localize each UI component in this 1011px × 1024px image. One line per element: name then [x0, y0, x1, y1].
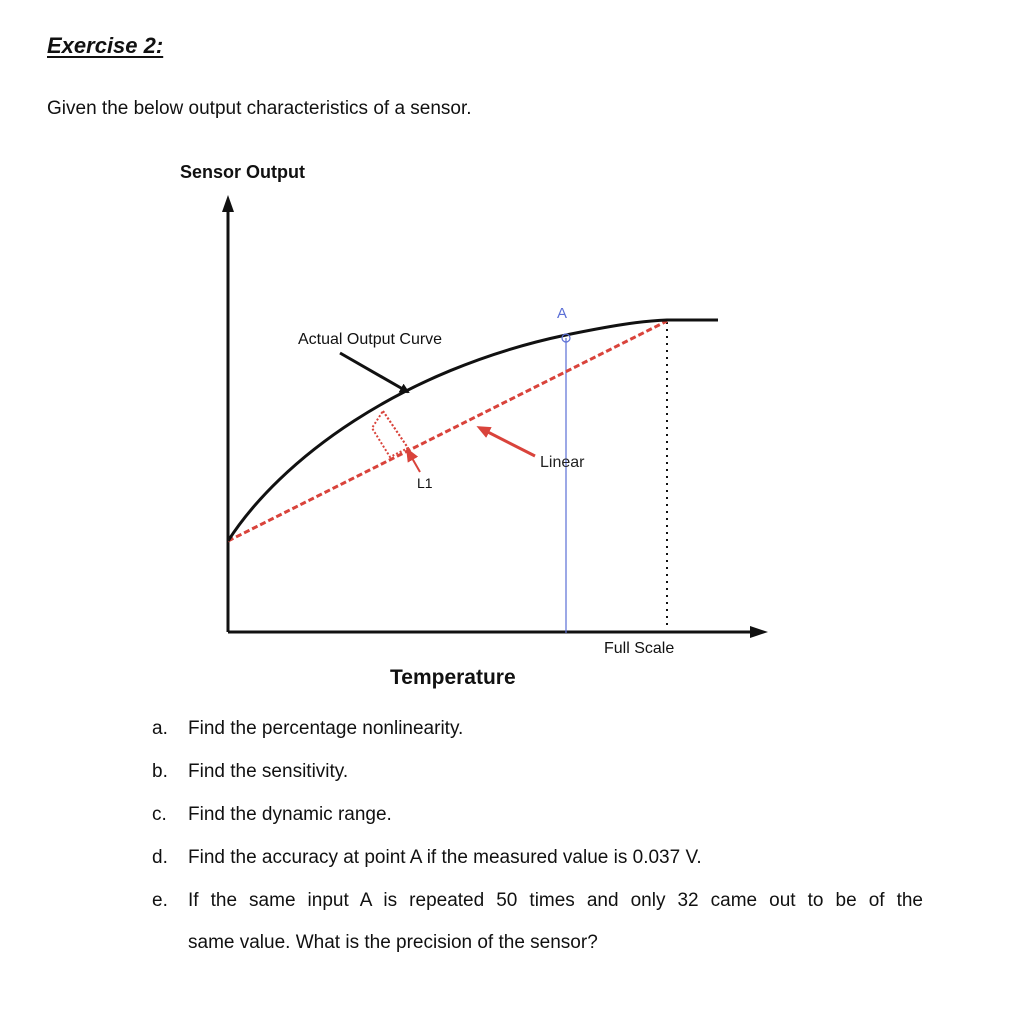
point-a-label: A: [557, 305, 568, 322]
x-axis-label: Temperature: [390, 666, 516, 689]
question-a-text: Find the percentage nonlinearity.: [188, 718, 464, 739]
question-c: [152, 804, 392, 826]
question-e-letter: e.: [152, 890, 168, 911]
question-d: [152, 847, 702, 869]
question-a: [152, 718, 463, 740]
linear-label: Linear: [540, 454, 585, 471]
full-scale-label: Full Scale: [604, 640, 675, 657]
question-c-letter: c.: [152, 804, 167, 825]
curve-label: Actual Output Curve: [298, 331, 443, 348]
x-axis-arrowhead: [750, 626, 768, 638]
question-e: [152, 890, 188, 912]
question-e-text-line1: If the same input A is repeated 50 times and only 32 came out to be of the: [188, 890, 923, 911]
question-a-letter: a.: [152, 718, 168, 739]
exercise-title: Exercise 2:: [47, 33, 164, 58]
y-axis-arrowhead: [222, 195, 234, 212]
l1-arrow: [408, 451, 420, 472]
question-d-text: Find the accuracy at point A if the measured value is 0.037 V.: [188, 847, 702, 868]
question-b: [152, 761, 348, 783]
linear-pointer-arrow: [480, 428, 535, 456]
l1-label: L1: [417, 475, 433, 491]
question-b-letter: b.: [152, 761, 168, 782]
question-e-text-line2: same value. What is the precision of the sensor?: [188, 932, 598, 953]
question-c-text: Find the dynamic range.: [188, 804, 392, 825]
y-axis-label: Sensor Output: [180, 162, 305, 182]
question-d-letter: d.: [152, 847, 168, 868]
linear-line: [228, 321, 667, 541]
actual-output-curve: [228, 320, 718, 541]
curve-pointer-arrow: [340, 353, 408, 392]
l1-deviation-box: [372, 411, 408, 457]
intro-text: Given the below output characteristics of a sensor.: [47, 98, 472, 119]
l1-deviation-line: [383, 411, 408, 448]
question-b-text: Find the sensitivity.: [188, 761, 349, 782]
